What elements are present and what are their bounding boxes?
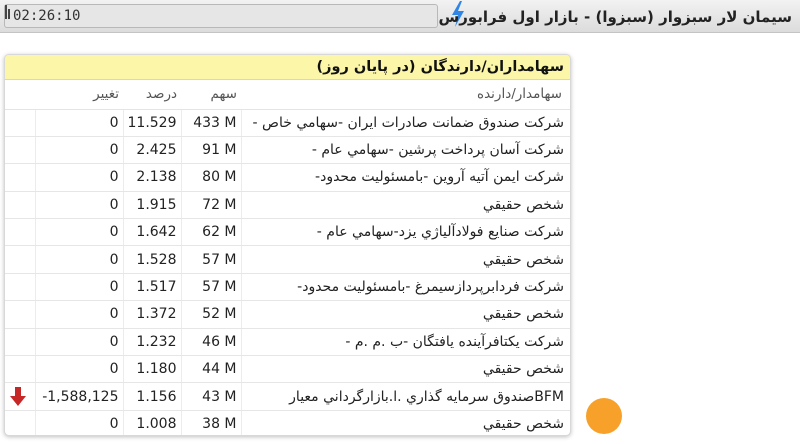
shareholders-panel: [4, 54, 571, 436]
change-cell: 0: [35, 136, 123, 163]
holder-cell: شرکت آسان پرداخت پرشين -سهامي عام -: [241, 136, 570, 163]
percent-cell: 1.528: [123, 246, 181, 273]
clock-box: [4, 4, 438, 28]
shareholders-table: [5, 80, 570, 436]
change-cell: 0: [35, 109, 123, 136]
shares-cell: 91 M: [181, 136, 241, 163]
row-indicator: [5, 136, 35, 163]
change-cell: -1,588,125: [35, 383, 123, 410]
shares-cell: 57 M: [181, 273, 241, 300]
shares-cell: 52 M: [181, 301, 241, 328]
header-change: تغییر: [35, 80, 123, 109]
row-indicator: [5, 109, 35, 136]
row-indicator: [5, 273, 35, 300]
holder-cell: شرکت صندوق ضمانت صادرات ایران -سهامي خاص -: [241, 109, 570, 136]
table-row[interactable]: [5, 191, 570, 218]
row-indicator: [5, 328, 35, 355]
header-shares: سهم: [181, 80, 241, 109]
shares-cell: 38 M: [181, 410, 241, 436]
holder-cell: شخص حقيقي: [241, 410, 570, 436]
header-percent: درصد: [123, 80, 181, 109]
table-row[interactable]: [5, 219, 570, 246]
shares-cell: 62 M: [181, 219, 241, 246]
shares-cell: 72 M: [181, 191, 241, 218]
row-indicator: [5, 164, 35, 191]
table-row[interactable]: [5, 273, 570, 300]
holder-cell: شخص حقيقي: [241, 246, 570, 273]
shares-cell: 80 M: [181, 164, 241, 191]
percent-cell: 1.642: [123, 219, 181, 246]
row-indicator: [5, 219, 35, 246]
percent-cell: 1.180: [123, 356, 181, 383]
table-row[interactable]: [5, 356, 570, 383]
table-row[interactable]: [5, 410, 570, 436]
clock-time: 02:26:10: [13, 8, 81, 24]
table-row[interactable]: [5, 328, 570, 355]
table-row[interactable]: [5, 246, 570, 273]
table-row[interactable]: [5, 301, 570, 328]
header-flag: [5, 80, 35, 109]
shares-cell: 44 M: [181, 356, 241, 383]
table-row[interactable]: [5, 109, 570, 136]
row-indicator: [5, 410, 35, 436]
table-row[interactable]: [5, 136, 570, 163]
row-indicator: [5, 356, 35, 383]
change-cell: 0: [35, 273, 123, 300]
row-indicator: [5, 246, 35, 273]
header-holder: سهامدار/دارنده: [241, 80, 570, 109]
change-cell: 0: [35, 164, 123, 191]
row-indicator: [5, 191, 35, 218]
shares-cell: 43 M: [181, 383, 241, 410]
symbol-title: سیمان لار سبزوار (سبزوا) - بازار اول فرابورس: [438, 8, 792, 26]
holder-cell: شخص حقيقي: [241, 356, 570, 383]
change-cell: 0: [35, 301, 123, 328]
shares-cell: 433 M: [181, 109, 241, 136]
down-arrow-icon: [9, 387, 27, 407]
change-cell: 0: [35, 191, 123, 218]
table-row[interactable]: [5, 164, 570, 191]
holder-cell: شخص حقيقي: [241, 191, 570, 218]
change-cell: 0: [35, 219, 123, 246]
percent-cell: 1.156: [123, 383, 181, 410]
panel-title: سهامداران/دارندگان (در پایان روز): [5, 55, 570, 80]
change-cell: 0: [35, 410, 123, 436]
holder-cell: شخص حقيقي: [241, 301, 570, 328]
percent-cell: 1.372: [123, 301, 181, 328]
shares-cell: 46 M: [181, 328, 241, 355]
table-row[interactable]: [5, 383, 570, 410]
change-cell: 0: [35, 356, 123, 383]
holder-cell: BFMصندوق سرمايه گذاري .ا.بازارگرداني معيار: [241, 383, 570, 410]
percent-cell: 2.138: [123, 164, 181, 191]
percent-cell: 1.232: [123, 328, 181, 355]
row-indicator: [5, 301, 35, 328]
floating-action-button[interactable]: [586, 398, 622, 434]
percent-cell: 11.529: [123, 109, 181, 136]
change-cell: 0: [35, 246, 123, 273]
holder-cell: شرکت فردابرپردازسيمرغ -بامسئوليت محدود-: [241, 273, 570, 300]
row-indicator: [5, 383, 35, 410]
shares-cell: 57 M: [181, 246, 241, 273]
percent-cell: 1.517: [123, 273, 181, 300]
holder-cell: شرکت ايمن آتيه آروين -بامسئوليت محدود-: [241, 164, 570, 191]
top-bar: [0, 0, 800, 33]
holder-cell: شرکت صنايع فولادآلياژي يزد-سهامي عام -: [241, 219, 570, 246]
table-header-row: [5, 80, 570, 109]
percent-cell: 1.008: [123, 410, 181, 436]
percent-cell: 2.425: [123, 136, 181, 163]
percent-cell: 1.915: [123, 191, 181, 218]
change-cell: 0: [35, 328, 123, 355]
holder-cell: شرکت يکتافرآينده يافتگان -ب .م .م -: [241, 328, 570, 355]
